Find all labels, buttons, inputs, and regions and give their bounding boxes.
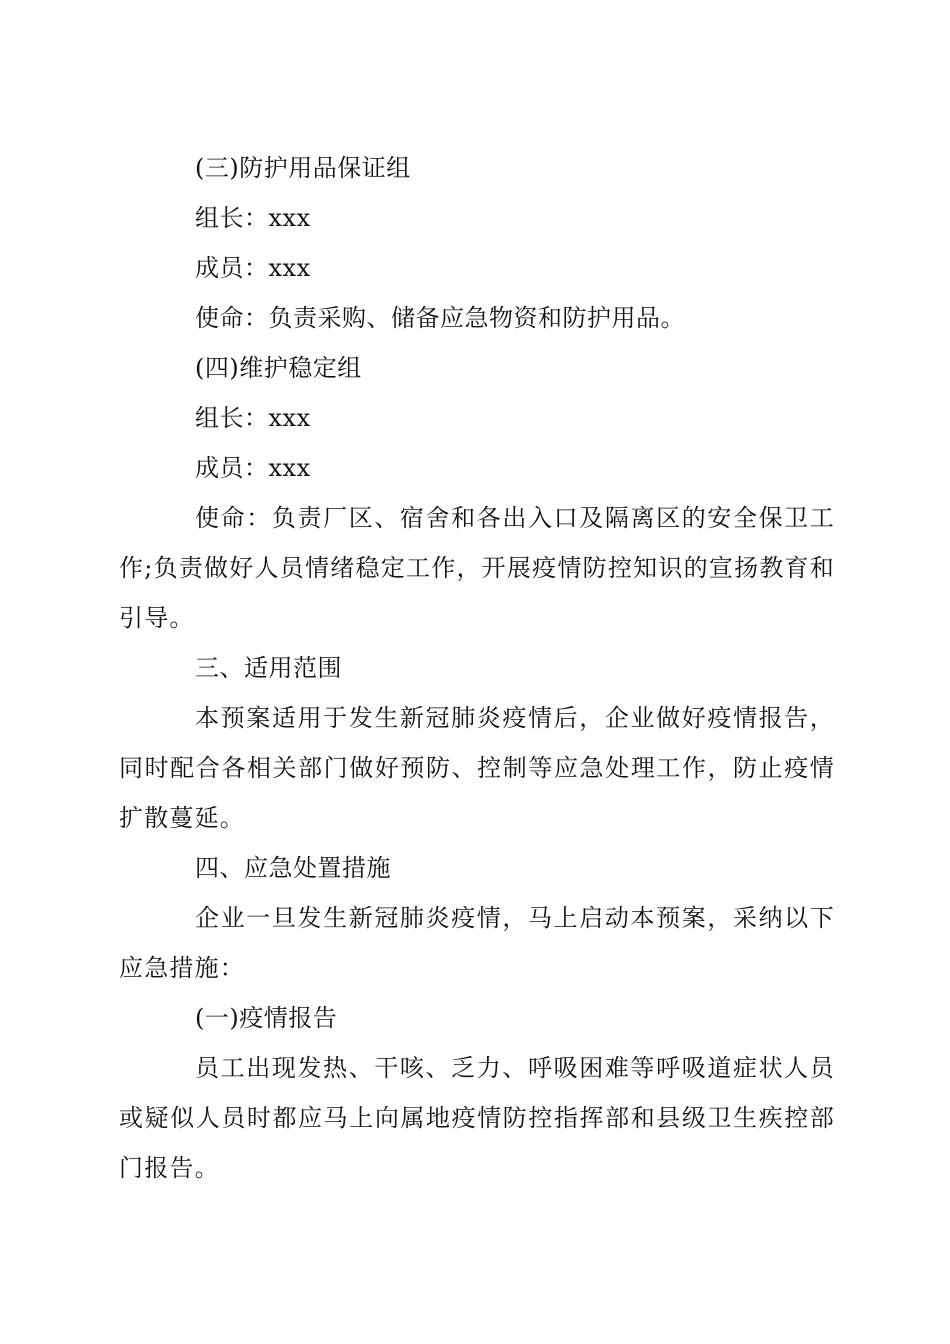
mission-protective-group: 使命：负责采购、储备应急物资和防护用品。 [195, 304, 685, 332]
members-stability-group: 成员：xxx [195, 454, 311, 482]
section-three-body: 本预案适用于发生新冠肺炎疫情后，企业做好疫情报告，同时配合各相关部门做好预防、控制等应急处理工作，防止疫情扩散蔓延。 [119, 704, 835, 832]
leader-protective-group: 组长：xxx [195, 204, 311, 232]
subsection-one-body: 员工出现发热、干咳、乏力、呼吸困难等呼吸道症状人员或疑似人员时都应马上向属地疫情防控指挥部和县级卫生疾控部门报告。 [119, 1054, 835, 1182]
heading-stability-group: (四)维护稳定组 [195, 354, 362, 382]
section-three-heading: 三、适用范围 [195, 654, 342, 682]
mission-stability-group: 使命：负责厂区、宿舍和各出入口及隔离区的安全保卫工作;负责做好人员情绪稳定工作，开展疫情防控知识的宣扬教育和引导。 [119, 504, 835, 632]
members-protective-group: 成员：xxx [195, 254, 311, 282]
heading-protective-supplies-group: (三)防护用品保证组 [195, 154, 411, 182]
document-body [119, 143, 835, 1193]
section-four-heading: 四、应急处置措施 [195, 854, 391, 882]
leader-stability-group: 组长：xxx [195, 404, 311, 432]
section-four-body: 企业一旦发生新冠肺炎疫情，马上启动本预案，采纳以下应急措施： [119, 904, 835, 982]
subsection-one-heading: (一)疫情报告 [195, 1004, 338, 1032]
